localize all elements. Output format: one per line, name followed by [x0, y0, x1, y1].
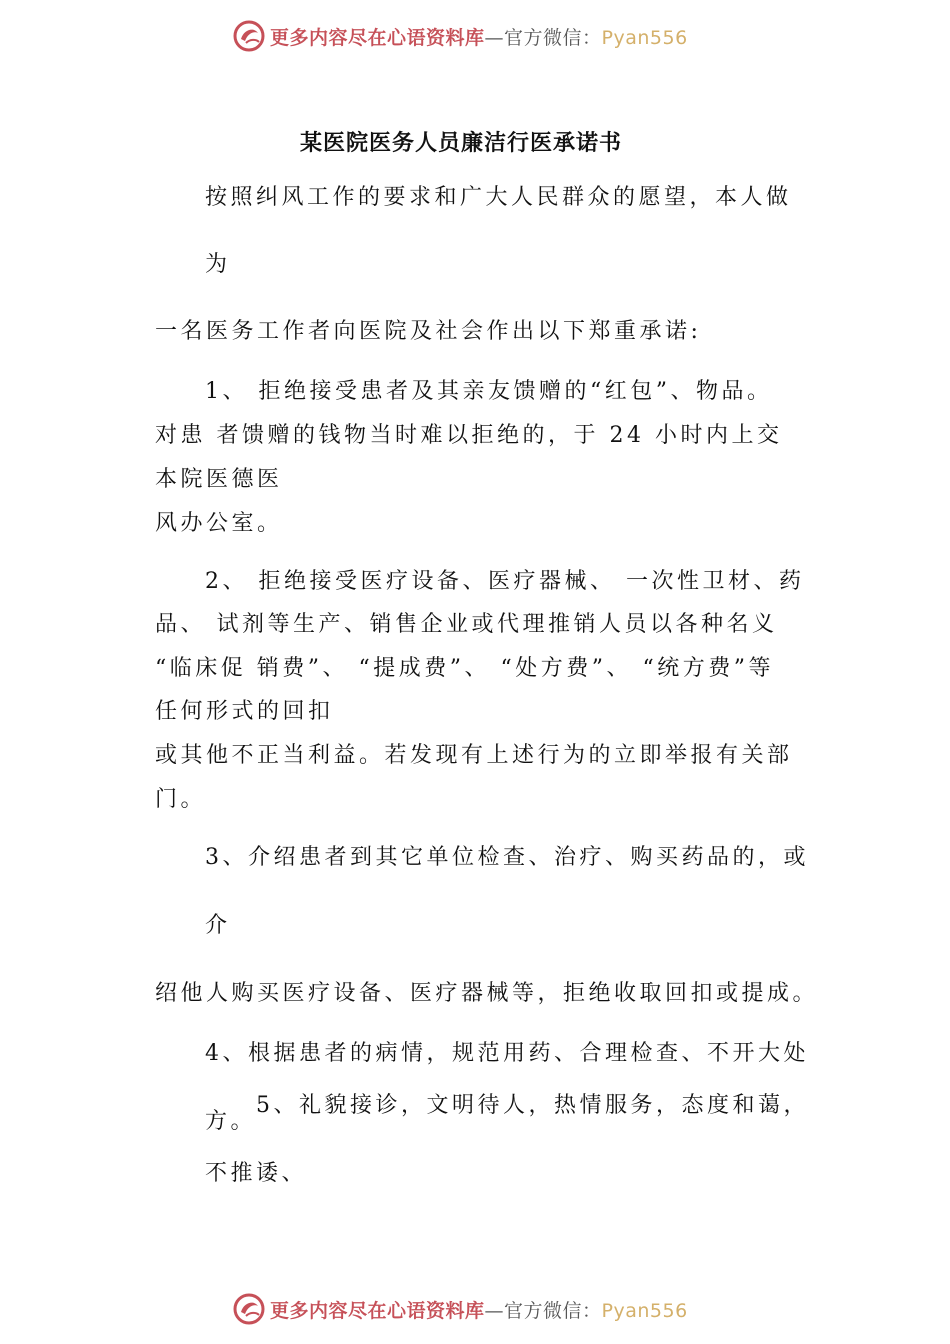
- banner-account: Pyan556: [601, 1299, 688, 1322]
- body-line: 风办公室。: [155, 511, 283, 536]
- body-line: 品、 试剂等生产、销售企业或代理推销人员以各种名义: [155, 612, 778, 637]
- banner-official-label: 官方微信：: [504, 1299, 602, 1322]
- body-line: 一名医务工作者向医院及社会作出以下郑重承诺:: [155, 319, 702, 344]
- body-line: 门。: [155, 787, 207, 812]
- body-line: 为: [205, 252, 231, 277]
- banner-dash: —: [484, 1299, 505, 1322]
- body-line: 任何形式的回扣: [155, 699, 334, 724]
- banner-dash: —: [484, 26, 505, 49]
- body-line: 5、礼貌接诊，文明待人，热情服务，态度和蔼，: [256, 1093, 809, 1118]
- body-line: 1、 拒绝接受患者及其亲友馈赠的“红包”、物品。: [205, 379, 773, 404]
- banner-library-text: 更多内容尽在心语资料库: [270, 1299, 485, 1322]
- banner-account: Pyan556: [601, 26, 688, 49]
- library-logo-icon: [232, 19, 266, 53]
- body-line: 4、根据患者的病情，规范用药、合理检查、不开大处: [205, 1041, 809, 1066]
- banner-official-label: 官方微信：: [504, 26, 602, 49]
- body-line: 本院医德医: [155, 467, 283, 492]
- body-line: 或其他不正当利益。若发现有上述行为的立即举报有关部: [155, 743, 793, 768]
- body-line: 3、介绍患者到其它单位检查、治疗、购买药品的，或: [205, 845, 809, 870]
- library-logo-icon: [232, 1292, 266, 1326]
- document-title: 某医院医务人员廉洁行医承诺书: [300, 130, 623, 156]
- footer-banner: [232, 1289, 688, 1329]
- body-line: 绍他人购买医疗设备、医疗器械等，拒绝收取回扣或提成。: [155, 981, 819, 1006]
- body-line: 方。: [205, 1109, 257, 1134]
- body-line: 按照纠风工作的要求和广大人民群众的愿望，本人做: [205, 185, 792, 210]
- body-line: 不推诿、: [205, 1161, 308, 1186]
- body-line: 对患 者馈赠的钱物当时难以拒绝的，于 24 小时内上交: [155, 423, 783, 448]
- body-line: 介: [205, 913, 231, 938]
- banner-library-text: 更多内容尽在心语资料库: [270, 26, 485, 49]
- body-line: “临床促 销费”、 “提成费”、 “处方费”、 “统方费”等: [155, 656, 774, 681]
- header-banner: [232, 16, 688, 56]
- body-line: 2、 拒绝接受医疗设备、医疗器械、 一次性卫材、药: [205, 569, 805, 594]
